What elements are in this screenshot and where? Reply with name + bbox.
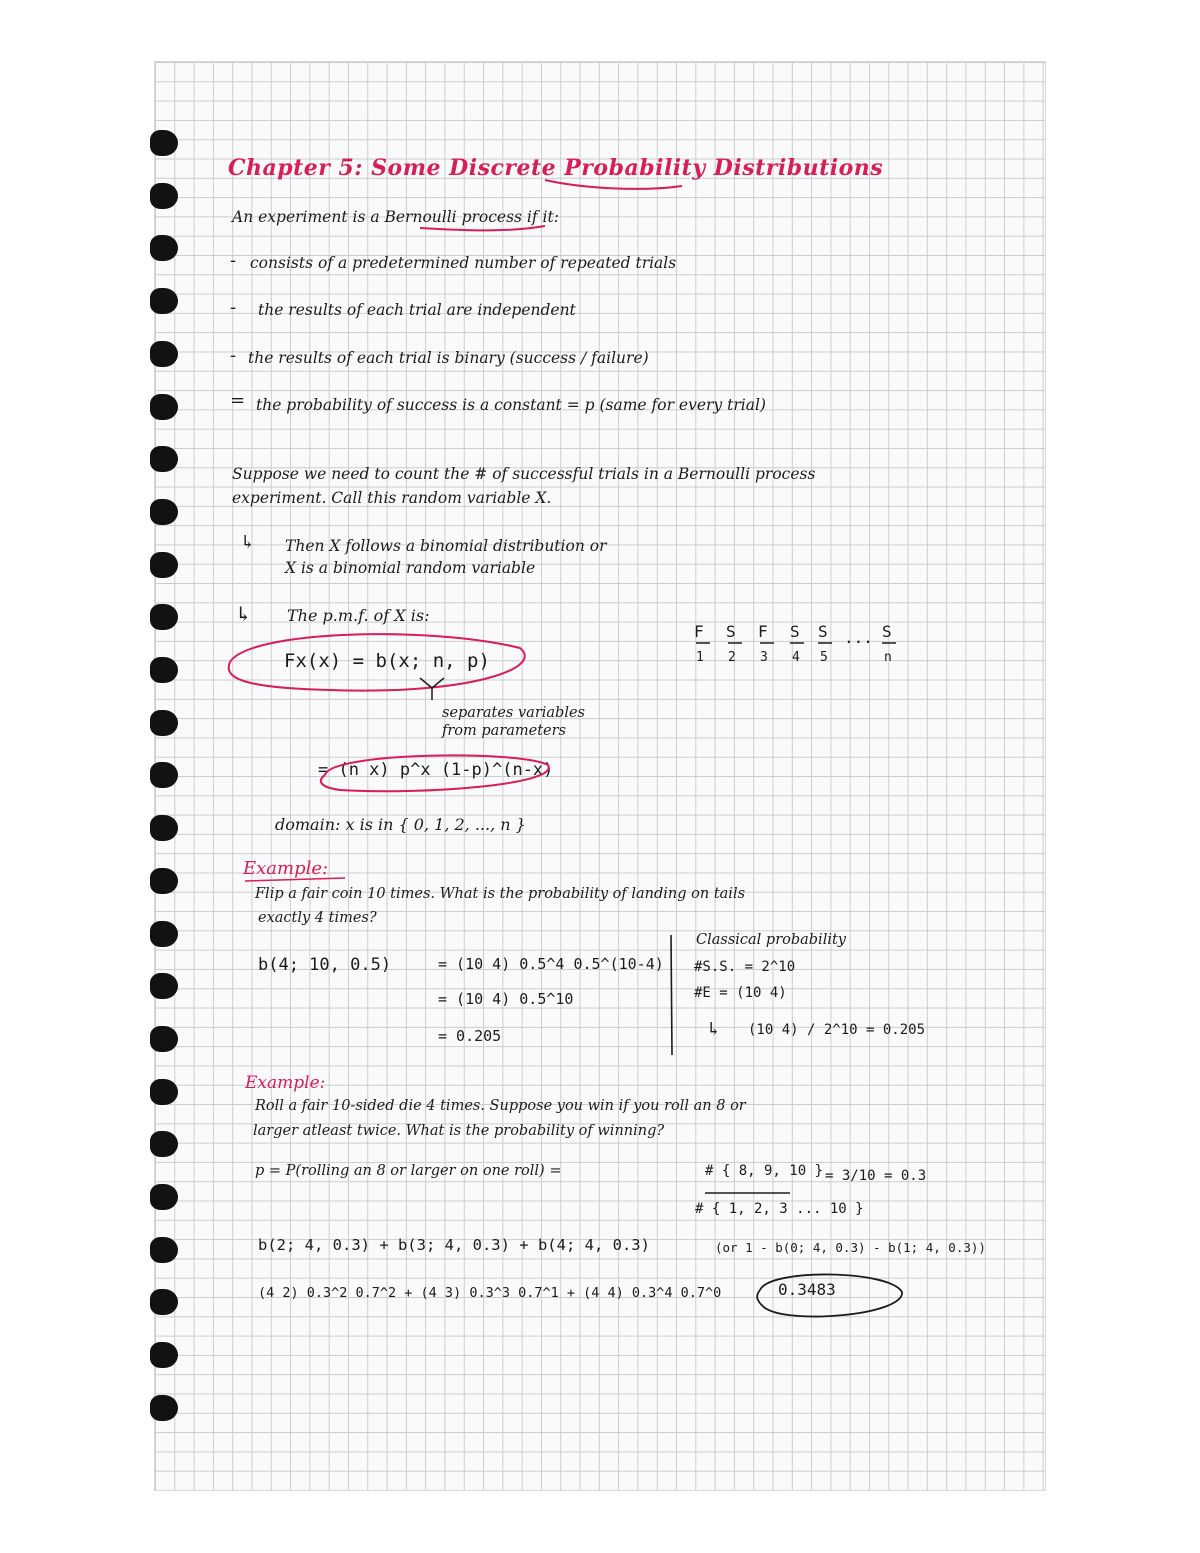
example-1-step-2: = (10 4) 0.5^10 [438,990,574,1008]
example-2-question-line-2: larger atleast twice. What is the probability of winning? [253,1123,665,1139]
then-line-1: Then X follows a binomial distribution or [285,537,607,555]
condition-dash: = [230,390,246,411]
sequence-index: 1 [696,650,704,665]
example-1-question-line-2: exactly 4 times? [258,910,377,926]
result-ellipse [757,1274,902,1316]
sequence-outcome: F [694,622,704,641]
domain-text: domain: x is in { 0, 1, 2, ..., n } [275,815,526,834]
example-1-divider [671,935,672,1055]
example-2-sum: b(2; 4, 0.3) + b(3; 4, 0.3) + b(4; 4, 0.3) [258,1236,650,1254]
sequence-outcome: F [758,622,768,641]
classical-event-count: #E = (10 4) [694,985,787,1001]
condition-dash: - [230,297,237,318]
sequence-index: n [884,650,892,665]
page-title: Chapter 5: Some Discrete Probability Distributions [228,155,884,181]
example-1-heading: Example: [243,858,329,879]
condition-dash: - [230,345,237,366]
classical-probability-title: Classical probability [696,932,846,948]
pmf-formula: Fx(x) = b(x; n, p) [284,650,490,672]
title-underline [545,180,682,189]
example-2-p-value: = 3/10 = 0.3 [825,1168,927,1184]
sequence-index: 3 [760,650,768,665]
example-2-alternative: (or 1 - b(0; 4, 0.3) - b(1; 4, 0.3)) [715,1240,986,1255]
sequence-index: 5 [820,650,828,665]
bernoulli-underline [420,226,545,230]
sequence-outcome: S [882,622,892,641]
classical-result: (10 4) / 2^10 = 0.205 [748,1022,926,1038]
sequence-outcome: S [790,622,800,641]
pmf-note-line-2: from parameters [442,723,567,739]
example-2-heading: Example: [245,1073,326,1093]
condition-item: the probability of success is a constant = p (same for every trial) [256,396,766,414]
classical-sample-space: #S.S. = 2^10 [694,959,796,975]
example-2-p-definition: p = P(rolling an 8 or larger on one roll) = [255,1163,562,1179]
example-1-step-3: = 0.205 [438,1027,502,1045]
suppose-line-1: Suppose we need to count the # of successful trials in a Bernoulli process [232,465,816,483]
condition-item: the results of each trial is binary (success / failure) [248,349,649,367]
sequence-index: 2 [728,650,736,665]
sequence-outcome: S [818,622,828,641]
example-2-p-denominator: # { 1, 2, 3 ... 10 } [695,1201,864,1217]
pmf-expansion: = (n x) p^x (1-p)^(n-x) [318,760,554,780]
suppose-line-2: experiment. Call this random variable X. [232,489,552,507]
pmf-highlight-ellipse [229,634,525,690]
arrow-icon: ↳ [235,602,252,626]
example-1-question-line-1: Flip a fair coin 10 times. What is the probability of landing on tails [255,886,746,902]
pmf-label: The p.m.f. of X is: [287,606,430,625]
arrow-icon: ↳ [706,1019,722,1040]
arrow-icon: ↳ [240,532,256,553]
condition-dash: - [230,250,237,271]
expansion-highlight-ellipse [321,755,549,791]
example-2-p-numerator: # { 8, 9, 10 } [705,1163,824,1179]
example-2-expansion: (4 2) 0.3^2 0.7^2 + (4 3) 0.3^3 0.7^1 + (4 4) 0.3^4 0.7^0 [258,1285,722,1301]
condition-item: consists of a predetermined number of repeated trials [250,254,677,272]
example-2-result: 0.3483 [778,1280,836,1299]
example-2-question-line-1: Roll a fair 10-sided die 4 times. Suppose you win if you roll an 8 or [255,1098,746,1114]
then-line-2: X is a binomial random variable [285,559,536,577]
example-1-step-1: = (10 4) 0.5^4 0.5^(10-4) [438,955,664,973]
example-1-lhs: b(4; 10, 0.5) [258,955,392,975]
intro-text: An experiment is a Bernoulli process if it: [232,208,559,226]
sequence-outcome: S [726,622,736,641]
condition-item: the results of each trial are independent [258,301,576,319]
example-1-heading-underline [245,878,345,881]
sequence-index: 4 [792,650,800,665]
pmf-note-line-1: separates variables [442,705,585,721]
sequence-outcome: ... [844,628,873,647]
